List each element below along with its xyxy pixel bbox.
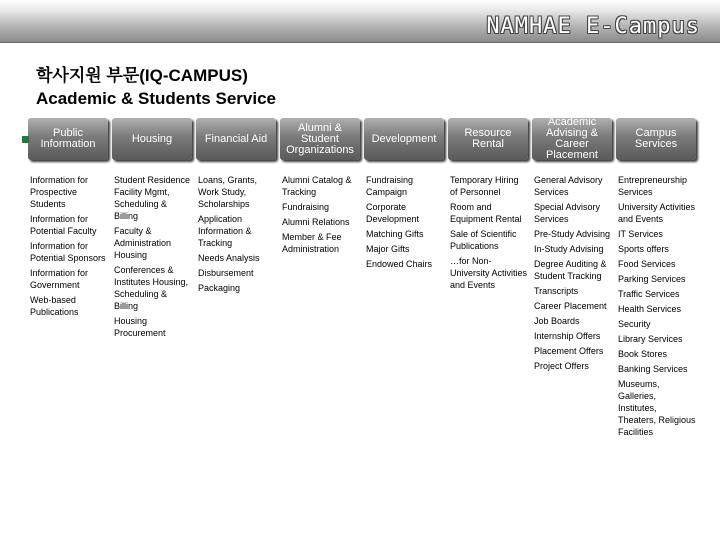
list-item: Food Services (618, 259, 676, 269)
column-items (532, 174, 612, 372)
list-item: Student Residence Facility Mgmt, Scheduling & Billing (114, 175, 191, 221)
list-item: Library Services (618, 334, 683, 344)
column-header: Campus Services (616, 118, 696, 160)
list-item: Member & Fee Administration (282, 232, 342, 254)
list-item: Museums, Galleries, Institutes, Theaters, Religious Facilities (618, 379, 696, 437)
list-item: Special Advisory Services (534, 202, 601, 224)
list-item: Fundraising (282, 202, 330, 212)
list-item: Information for Potential Faculty (30, 214, 97, 236)
column-8 (616, 118, 696, 441)
list-item: Application Information & Tracking (198, 214, 252, 248)
list-item: Disbursement (198, 268, 254, 278)
list-item: Packaging (198, 283, 241, 293)
list-item: Banking Services (618, 364, 688, 374)
list-item: In-Study Advising (534, 244, 604, 254)
list-item: Project Offers (534, 361, 589, 371)
list-item: Traffic Services (618, 289, 680, 299)
column-header: Resource Rental (448, 118, 528, 160)
list-item: Placement Offers (534, 346, 604, 356)
heading-english: Academic & Students Service (36, 89, 276, 108)
list-item: Fundraising Campaign (366, 175, 414, 197)
list-item: Conferences & Institutes Housing, Scheduling & Billing (114, 265, 189, 311)
list-item: …for Non-University Activities and Events (450, 256, 528, 290)
header-banner (0, 0, 720, 43)
list-item: Housing Procurement (114, 316, 166, 338)
heading-korean: 학사지원 부문(IQ-CAMPUS) (36, 66, 248, 85)
list-item: Temporary Hiring of Personnel (450, 175, 519, 197)
list-item: Entrepreneurship Services (618, 175, 688, 197)
list-item: Endowed Chairs (366, 259, 433, 269)
column-header: Alumni & Student Organizations (280, 118, 360, 160)
column-6 (448, 118, 528, 294)
list-item: Information for Government (30, 268, 89, 290)
list-item: Security (618, 319, 651, 329)
list-item: Sale of Scientific Publications (450, 229, 517, 251)
list-item: Web-based Publications (30, 295, 79, 317)
list-item: Degree Auditing & Student Tracking (534, 259, 607, 281)
list-item: Career Placement (534, 301, 607, 311)
column-items (448, 174, 528, 291)
column-4 (280, 118, 360, 258)
list-item: General Advisory Services (534, 175, 603, 197)
list-item: IT Services (618, 229, 663, 239)
column-5 (364, 118, 444, 273)
list-item: Alumni Catalog & Tracking (282, 175, 352, 197)
banner-title: NAMHAE E-Campus (486, 14, 700, 39)
column-items (364, 174, 444, 270)
list-item: Information for Potential Sponsors (30, 241, 106, 263)
column-7 (532, 118, 612, 375)
list-item: Major Gifts (366, 244, 410, 254)
column-items (112, 174, 192, 339)
column-items (196, 174, 276, 294)
list-item: Loans, Grants, Work Study, Scholarships (198, 175, 258, 209)
list-item: Parking Services (618, 274, 686, 284)
column-items (28, 174, 108, 318)
list-item: Needs Analysis (198, 253, 260, 263)
column-2 (112, 118, 192, 342)
column-header: Housing (112, 118, 192, 160)
list-item: Matching Gifts (366, 229, 424, 239)
column-1 (28, 118, 108, 321)
list-item: Transcripts (534, 286, 579, 296)
column-header: Public Information (28, 118, 108, 160)
list-item: Room and Equipment Rental (450, 202, 522, 224)
column-items (280, 174, 360, 255)
list-item: Job Boards (534, 316, 580, 326)
column-header: Financial Aid (196, 118, 276, 160)
list-item: Sports offers (618, 244, 669, 254)
column-items (616, 174, 696, 438)
page-heading (36, 64, 276, 110)
column-header: Academic Advising & Career Placement (532, 118, 612, 160)
accent-marker (22, 136, 29, 143)
list-item: Alumni Relations (282, 217, 350, 227)
list-item: University Activities and Events (618, 202, 696, 224)
list-item: Book Stores (618, 349, 668, 359)
list-item: Information for Prospective Students (30, 175, 89, 209)
list-item: Corporate Development (366, 202, 420, 224)
list-item: Internship Offers (534, 331, 601, 341)
list-item: Health Services (618, 304, 682, 314)
list-item: Faculty & Administration Housing (114, 226, 172, 260)
column-header: Development (364, 118, 444, 160)
list-item: Pre-Study Advising (534, 229, 611, 239)
column-3 (196, 118, 276, 297)
